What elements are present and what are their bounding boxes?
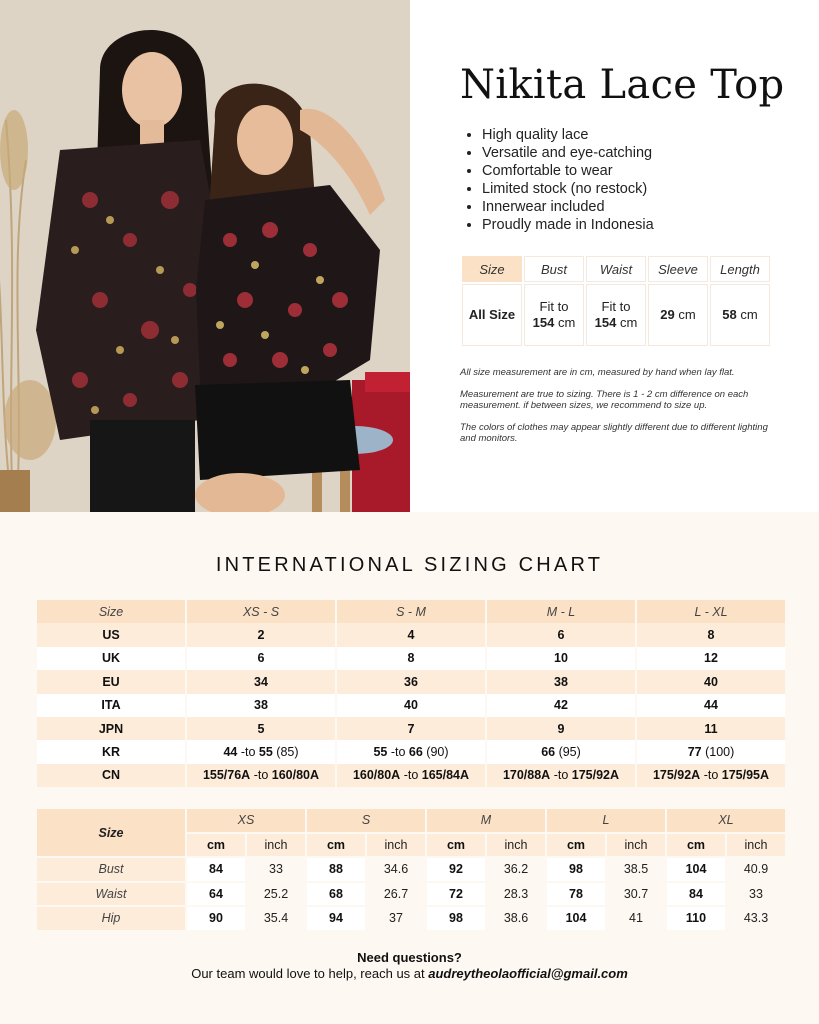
intl-row-eu bbox=[37, 670, 785, 693]
waist-value: 154 bbox=[594, 315, 617, 330]
feature-item: • Comfortable to wear bbox=[482, 162, 654, 180]
cm-cell: 104 bbox=[547, 907, 605, 930]
cn-from: 160/80A bbox=[352, 768, 401, 783]
meas-row-bust bbox=[37, 858, 785, 881]
inch-cell: 33 bbox=[749, 886, 763, 901]
note-item: The colors of clothes may appear slightly different due to different lighting and monitors. bbox=[460, 422, 768, 444]
inch-cell: 35.4 bbox=[263, 911, 289, 926]
measurement-notes bbox=[460, 367, 780, 455]
cell bbox=[637, 764, 785, 787]
note-item: All size measurement are in cm, measured by hand when lay flat. bbox=[460, 367, 735, 378]
feature-item: • Limited stock (no restock) bbox=[482, 180, 654, 198]
cell: 40 bbox=[337, 694, 485, 717]
cn-to: 175/92A bbox=[571, 768, 620, 783]
size-table-row bbox=[462, 284, 770, 346]
inch-cell: 36.2 bbox=[503, 862, 529, 877]
cell: 42 bbox=[487, 694, 635, 717]
cm-cell: 104 bbox=[667, 858, 725, 881]
header-length: Length bbox=[710, 256, 770, 282]
cell: 6 bbox=[187, 647, 335, 670]
inch-cell: 43.3 bbox=[743, 911, 769, 926]
feature-item: • High quality lace bbox=[482, 126, 654, 144]
kr-to: 55 bbox=[258, 745, 273, 760]
meas-size-header: Size bbox=[37, 809, 185, 856]
length-value: 58 bbox=[722, 307, 737, 322]
cn-from: 170/88A bbox=[502, 768, 551, 783]
feature-list bbox=[482, 126, 654, 234]
cell bbox=[487, 764, 635, 787]
cn-to: 160/80A bbox=[271, 768, 320, 783]
cm-cell: 94 bbox=[307, 907, 365, 930]
cn-from: 155/76A bbox=[202, 768, 251, 783]
unit-cm: cm bbox=[667, 834, 725, 857]
intl-header-col: M - L bbox=[487, 600, 635, 623]
cm-cell: 90 bbox=[187, 907, 245, 930]
intl-header-col: XS - S bbox=[187, 600, 335, 623]
meas-row-waist bbox=[37, 883, 785, 906]
kr-note: (95) bbox=[555, 745, 581, 760]
row-label: CN bbox=[37, 764, 185, 787]
intl-row-uk bbox=[37, 647, 785, 670]
measurement-table bbox=[35, 807, 787, 932]
inch-cell: 38.5 bbox=[623, 862, 649, 877]
inch-cell: 38.6 bbox=[503, 911, 529, 926]
help-question: Need questions? bbox=[357, 950, 462, 965]
unit-inch: inch bbox=[487, 834, 545, 857]
header-size: Size bbox=[462, 256, 522, 282]
unit-inch: inch bbox=[367, 834, 425, 857]
size-table bbox=[460, 254, 772, 348]
unit-cm: cm bbox=[547, 834, 605, 857]
inch-cell: 26.7 bbox=[383, 886, 409, 901]
kr-sep: -to bbox=[237, 745, 259, 760]
kr-from: 55 bbox=[373, 745, 388, 760]
cell: 38 bbox=[487, 670, 635, 693]
cell bbox=[637, 740, 785, 763]
inch-cell: 25.2 bbox=[263, 886, 289, 901]
meas-row-label: Waist bbox=[37, 883, 185, 906]
cm-cell: 98 bbox=[547, 858, 605, 881]
unit-inch: inch bbox=[247, 834, 305, 857]
kr-to: 66 bbox=[408, 745, 423, 760]
waist-unit: cm bbox=[619, 315, 638, 330]
cell: 36 bbox=[337, 670, 485, 693]
inch-cell: 41 bbox=[629, 911, 643, 926]
meas-size-group: S bbox=[307, 809, 425, 832]
meas-row-label: Hip bbox=[37, 907, 185, 930]
intl-chart-title: INTERNATIONAL SIZING CHART bbox=[215, 554, 604, 576]
row-label: US bbox=[37, 623, 185, 646]
cell bbox=[187, 740, 335, 763]
row-label: EU bbox=[37, 670, 185, 693]
inch-cell: 30.7 bbox=[623, 886, 649, 901]
meas-size-group: XL bbox=[667, 809, 785, 832]
header-sleeve: Sleeve bbox=[648, 256, 708, 282]
cm-cell: 98 bbox=[427, 907, 485, 930]
cell bbox=[337, 740, 485, 763]
cell: 11 bbox=[637, 717, 785, 740]
cm-cell: 64 bbox=[187, 883, 245, 906]
intl-row-jpn bbox=[37, 717, 785, 740]
cn-sep: -to bbox=[550, 768, 572, 783]
feature-item: • Versatile and eye-catching bbox=[482, 144, 654, 162]
inch-cell: 34.6 bbox=[383, 862, 409, 877]
cm-cell: 72 bbox=[427, 883, 485, 906]
cell: 12 bbox=[637, 647, 785, 670]
cell: 2 bbox=[187, 623, 335, 646]
sleeve-unit: cm bbox=[678, 307, 696, 322]
meas-size-group: XS bbox=[187, 809, 305, 832]
feature-item: • Innerwear included bbox=[482, 198, 654, 216]
row-label: JPN bbox=[37, 717, 185, 740]
cn-to: 175/95A bbox=[721, 768, 770, 783]
cell: 38 bbox=[187, 694, 335, 717]
cm-cell: 92 bbox=[427, 858, 485, 881]
unit-cm: cm bbox=[427, 834, 485, 857]
intl-header-col: S - M bbox=[337, 600, 485, 623]
kr-from: 66 bbox=[541, 745, 556, 760]
product-info bbox=[410, 0, 819, 512]
length-unit: cm bbox=[740, 307, 758, 322]
cell bbox=[487, 740, 635, 763]
feature-item: • Proudly made in Indonesia bbox=[482, 216, 654, 234]
models-illustration bbox=[0, 0, 410, 512]
row-label: UK bbox=[37, 647, 185, 670]
meas-row-hip bbox=[37, 907, 785, 930]
cell: 6 bbox=[487, 623, 635, 646]
meas-group-row bbox=[37, 809, 785, 832]
cell: 34 bbox=[187, 670, 335, 693]
intl-header-size: Size bbox=[37, 600, 185, 623]
kr-from: 44 bbox=[223, 745, 238, 760]
sleeve-value: 29 bbox=[660, 307, 675, 322]
help-text: Our team would love to help, reach us at bbox=[191, 966, 429, 981]
cell: 7 bbox=[337, 717, 485, 740]
all-size-label bbox=[462, 284, 522, 346]
waist-cell bbox=[586, 284, 646, 346]
help-line bbox=[0, 966, 819, 982]
cell: 8 bbox=[337, 647, 485, 670]
intl-header-row bbox=[37, 600, 785, 623]
cell: 40 bbox=[637, 670, 785, 693]
cell: 10 bbox=[487, 647, 635, 670]
intl-row-cn bbox=[37, 764, 785, 787]
cm-cell: 110 bbox=[667, 907, 725, 930]
row-label: ITA bbox=[37, 694, 185, 717]
cm-cell: 84 bbox=[187, 858, 245, 881]
size-table-header bbox=[462, 256, 770, 282]
cm-cell: 78 bbox=[547, 883, 605, 906]
help-footer bbox=[0, 950, 819, 982]
intl-header-col: L - XL bbox=[637, 600, 785, 623]
cn-sep: -to bbox=[400, 768, 422, 783]
cell: 44 bbox=[637, 694, 785, 717]
intl-row-ita bbox=[37, 694, 785, 717]
inch-cell: 40.9 bbox=[743, 862, 769, 877]
bust-value: 154 bbox=[532, 315, 555, 330]
unit-cm: cm bbox=[307, 834, 365, 857]
bust-unit: cm bbox=[557, 315, 576, 330]
row-label: KR bbox=[37, 740, 185, 763]
cm-cell: 68 bbox=[307, 883, 365, 906]
meas-size-group: M bbox=[427, 809, 545, 832]
bust-prefix: Fit to bbox=[539, 299, 569, 314]
intl-row-kr bbox=[37, 740, 785, 763]
cn-sep: -to bbox=[700, 768, 722, 783]
cm-cell: 88 bbox=[307, 858, 365, 881]
inch-cell: 37 bbox=[389, 911, 403, 926]
length-cell bbox=[710, 284, 770, 346]
kr-note: (90) bbox=[422, 745, 449, 760]
header-bust: Bust bbox=[524, 256, 584, 282]
inch-cell: 33 bbox=[269, 862, 283, 877]
meas-row-label: Bust bbox=[37, 858, 185, 881]
cell: 8 bbox=[637, 623, 785, 646]
unit-inch: inch bbox=[727, 834, 785, 857]
cell: 9 bbox=[487, 717, 635, 740]
cn-to: 165/84A bbox=[421, 768, 470, 783]
intl-sizing-table bbox=[35, 600, 787, 787]
bust-cell bbox=[524, 284, 584, 346]
cm-cell: 84 bbox=[667, 883, 725, 906]
all-size-text: All Size bbox=[468, 307, 516, 322]
meas-size-group: L bbox=[547, 809, 665, 832]
kr-note: (85) bbox=[272, 745, 299, 760]
sizing-section bbox=[0, 512, 819, 1024]
product-title: Nikita Lace Top bbox=[460, 62, 785, 108]
note-item: Measurement are true to sizing. There is 1 - 2 cm difference on each measurement. if between sizes, we recommend to size up. bbox=[460, 389, 749, 411]
waist-prefix: Fit to bbox=[601, 299, 631, 314]
intl-row-us bbox=[37, 623, 785, 646]
cell: 4 bbox=[337, 623, 485, 646]
kr-sep: -to bbox=[387, 745, 409, 760]
kr-from: 77 bbox=[687, 745, 702, 760]
inch-cell: 28.3 bbox=[503, 886, 529, 901]
header-waist: Waist bbox=[586, 256, 646, 282]
sleeve-cell bbox=[648, 284, 708, 346]
cell bbox=[337, 764, 485, 787]
cell bbox=[187, 764, 335, 787]
kr-note: (100) bbox=[701, 745, 735, 760]
product-photo bbox=[0, 0, 410, 512]
cn-sep: -to bbox=[250, 768, 272, 783]
unit-inch: inch bbox=[607, 834, 665, 857]
cn-from: 175/92A bbox=[652, 768, 701, 783]
contact-email-link[interactable]: audreytheolaofficial@gmail.com bbox=[428, 966, 628, 981]
cell: 5 bbox=[187, 717, 335, 740]
unit-cm: cm bbox=[187, 834, 245, 857]
